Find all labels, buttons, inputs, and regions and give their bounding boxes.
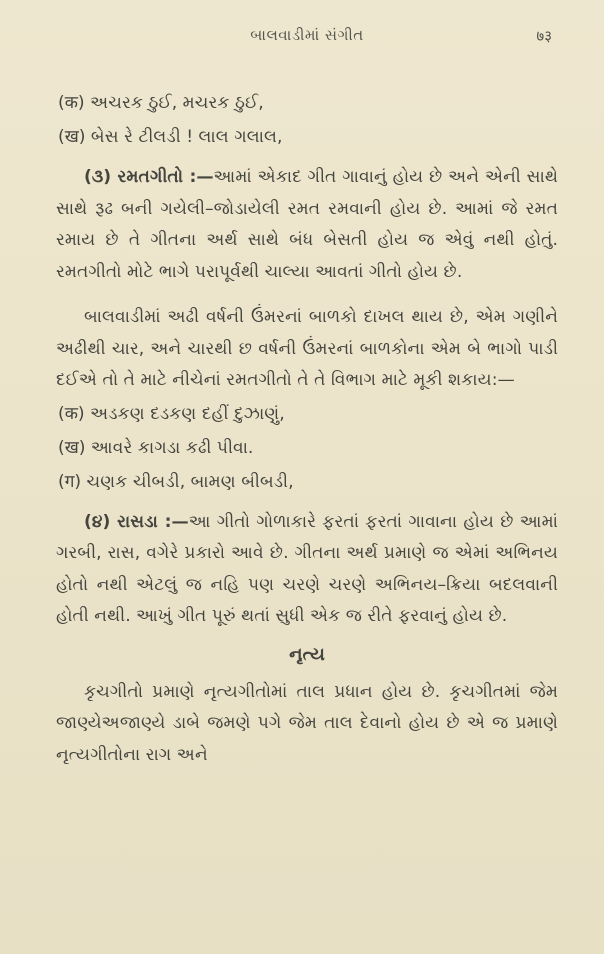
section-play-songs (56, 162, 558, 288)
section-title-dance: નૃત્ય (289, 643, 325, 665)
list-item: (ग) ચણક ચીબડી, બામણ બીબડી, (58, 471, 294, 492)
verse-list-two (56, 397, 558, 499)
paragraph-age-groups: બાલવાડીમાં અઢી વર્ષની ઉંમરનાં બાળકો દાખલ થાય છે, એમ ગણીને અઢીથી ચાર, અને ચારથી છ વર્ષની ઉંમરનાં બાળકોના એમ બે ભાગો પાડી દઈએ તો તે માટે નીચેનાં રમતગીતો તે તે વિભાગ માટે મૂકી શકાય:— (56, 307, 558, 390)
paragraph-dance: કૃચગીતો પ્રમાણે નૃત્યગીતોમાં તાલ પ્રધાન હોય છે. કૃચગીતમાં જેમ જાણ્યેઅજાણ્યે ડાબે જમણે પગે જેમ તાલ દેવાનો હોય છે એ જ પ્રમાણે નૃત્યગીતોના રાગ અને (56, 681, 558, 765)
list-item: (क) અચરક ઠુઈ, મચરક ઠુઈ, (58, 93, 264, 113)
list-item: (ख) આવરે કાગડા કઢી પીવા. (58, 437, 254, 458)
running-header (56, 26, 558, 52)
verse-list-one (56, 86, 558, 154)
list-item: (क) અડકણ દડકણ દહીં દુઝાણું, (58, 403, 285, 424)
running-title: બાલવાડીમાં સંગીત (250, 26, 364, 44)
section-raasda (56, 507, 558, 633)
section-raasda-text: આ ગીતો ગોળાકારે ફરતાં ફરતાં ગાવાના હોય છે આમાં ગરબી, રાસ, વગેરે પ્રકારો આવે છે. ગીતના અર્થ પ્રમાણે જ એમાં અભિનય હોતો નથી એટલું જ નહિ પણ ચરણે ચરણે અભિનય–ક્રિયા બદલવાની હોતી નથી. આખું ગીત પૂરું થતાં સુધી એક જ રીતે ફરવાનું હોય છે. (56, 511, 558, 626)
page-number: ७३ (536, 27, 552, 45)
section-raasda-label: (૪) રાસડા :— (84, 511, 189, 532)
section-play-songs-label: (૩) રમતગીતો :— (84, 167, 214, 187)
section-play-songs-text: આમાં એકાદ ગીત ગાવાનું હોય છે અને એની સાથે સાથે રૂઢ બની ગયેલી–જોડાયેલી રમત રમવાની હોય છે. આમાં જે રમત રમાય છે તે ગીતના અર્થ સાથે બંધ બેસતી હોય જ એવું નથી હોતું. રમતગીતો મોટે ભાગે પરાપૂર્વથી ચાલ્યા આવતાં ગીતો હોય છે. (56, 167, 558, 282)
list-item: (ख) બેસ રે ટીલડી ! લાલ ગલાલ, (58, 127, 283, 147)
